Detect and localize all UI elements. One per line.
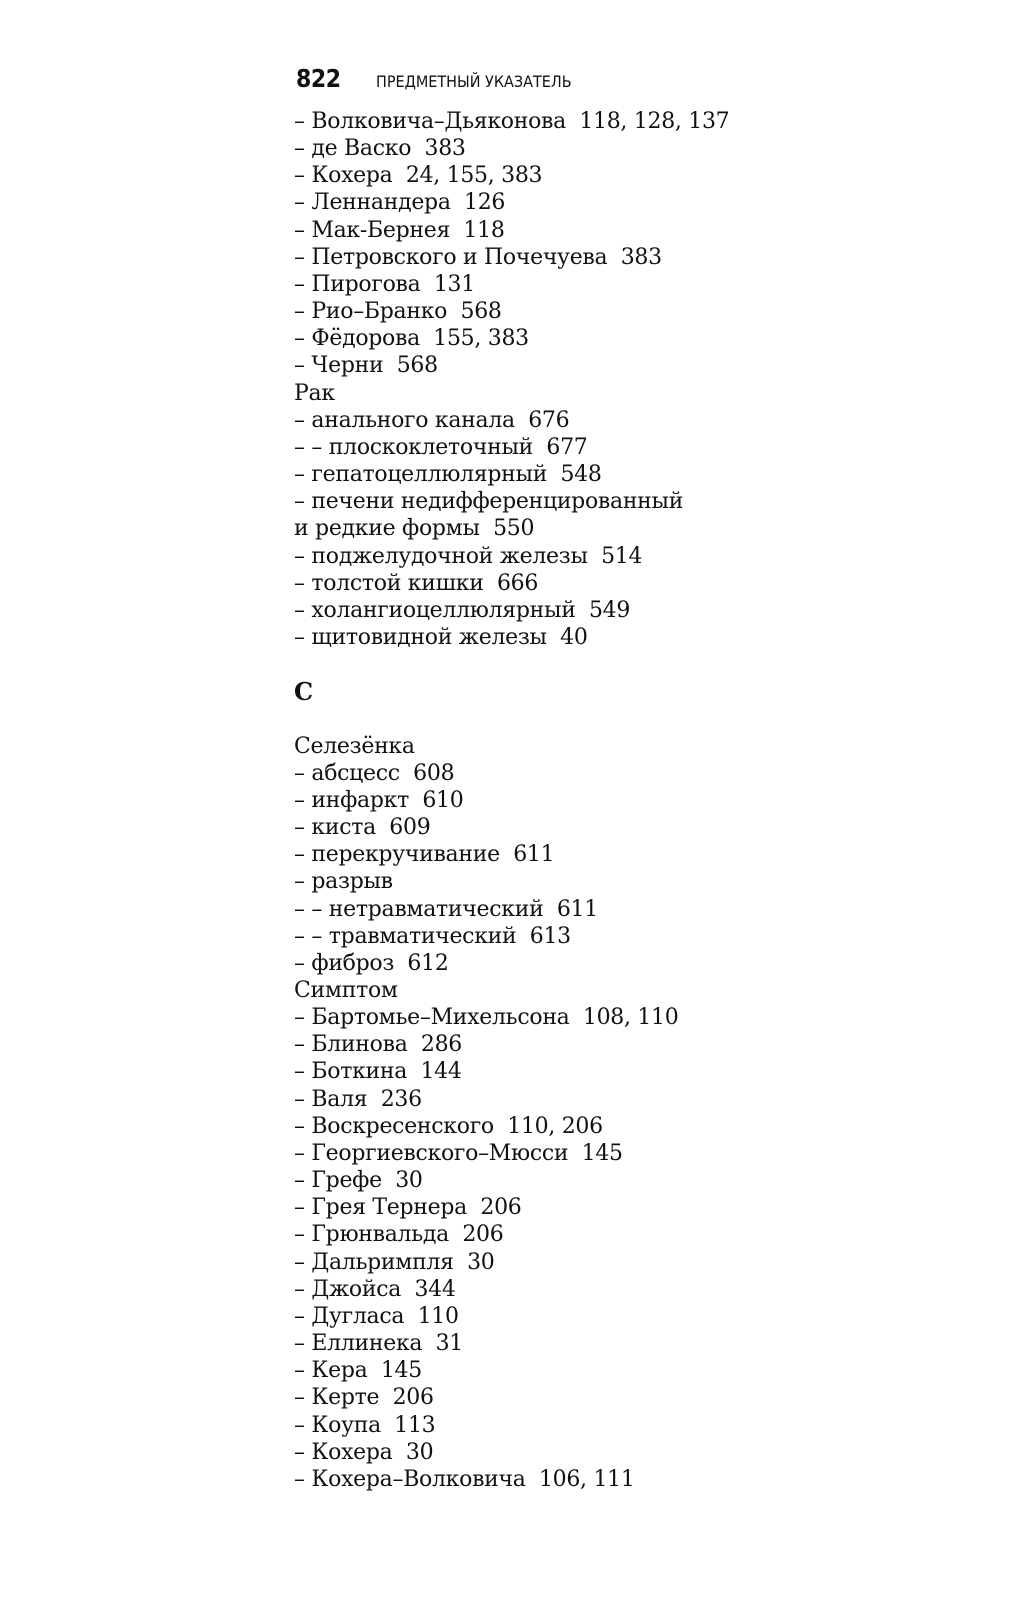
index-entry: – – плоскоклеточный 677: [294, 434, 588, 460]
index-entry: – Валя 236: [294, 1086, 422, 1112]
index-entry: – анального канала 676: [294, 407, 570, 433]
index-entry: – Кохера 30: [294, 1439, 434, 1465]
index-entry: – инфаркт 610: [294, 787, 464, 813]
index-entry: – Боткина 144: [294, 1059, 462, 1085]
section-letter: С: [294, 677, 314, 707]
index-entry: – – нетравматический 611: [294, 896, 598, 922]
index-entry: – Коупа 113: [294, 1412, 436, 1438]
index-entry: – толстой кишки 666: [294, 570, 539, 596]
index-entry: – де Васко 383: [294, 136, 466, 162]
index-entry: – поджелудочной железы 514: [294, 543, 643, 569]
index-entry: – Пирогова 131: [294, 271, 475, 297]
index-entry: – Волковича–Дьяконова 118, 128, 137: [294, 109, 730, 134]
page-number: 822: [296, 64, 341, 93]
index-entry: – Грефе 30: [294, 1168, 423, 1194]
index-entry: – Кохера 24, 155, 383: [294, 163, 543, 189]
index-entry: – Грея Тернера 206: [294, 1195, 522, 1221]
index-heading: Симптом: [294, 978, 398, 1003]
index-entry: – Дальримпля 30: [294, 1249, 495, 1275]
section-spacer: [294, 651, 729, 678]
index-entry: – щитовидной железы 40: [294, 624, 588, 650]
index-entry: – перекручивание 611: [294, 842, 555, 868]
index-list: [294, 108, 729, 1493]
index-heading: Селезёнка: [294, 733, 415, 759]
index-entry: – Леннандера 126: [294, 190, 506, 216]
index-entry: – Джойса 344: [294, 1276, 456, 1302]
index-entry: – абсцесс 608: [294, 760, 455, 786]
index-entry-continuation: и редкие формы 550: [294, 516, 535, 542]
index-entry: – Блинова 286: [294, 1032, 462, 1058]
running-head-title: ПРЕДМЕТНЫЙ УКАЗАТЕЛЬ: [376, 72, 572, 91]
index-entry: – печени недифференцированный: [294, 489, 684, 515]
index-entry: – Петровского и Почечуева 383: [294, 244, 662, 270]
index-entry: – Черни 568: [294, 353, 438, 379]
running-header: [296, 64, 593, 93]
index-entry: – Кера 145: [294, 1358, 422, 1384]
index-entry: – Дугласа 110: [294, 1303, 459, 1329]
index-entry: – гепатоцеллюлярный 548: [294, 462, 602, 488]
index-heading: Рак: [294, 380, 335, 406]
index-entry: – Еллинека 31: [294, 1331, 463, 1357]
index-entry: – Кохера–Волковича 106, 111: [294, 1466, 635, 1492]
index-entry: – Керте 206: [294, 1385, 434, 1411]
index-entry: – киста 609: [294, 815, 431, 841]
index-entry: – Рио–Бранко 568: [294, 299, 502, 325]
index-entry: – разрыв: [294, 869, 393, 895]
index-entry: – Грюнвальда 206: [294, 1222, 504, 1248]
section-spacer: [294, 705, 729, 732]
index-entry: – Мак-Бернея 118: [294, 217, 505, 243]
index-entry: – – травматический 613: [294, 923, 571, 949]
index-entry: – Фёдорова 155, 383: [294, 326, 529, 352]
index-entry: – Георгиевского–Мюсси 145: [294, 1140, 623, 1166]
index-entry: – Бартомье–Михельсона 108, 110: [294, 1005, 679, 1031]
index-entry: – Воскресенского 110, 206: [294, 1113, 603, 1139]
index-entry: – холангиоцеллюлярный 549: [294, 597, 631, 623]
index-entry: – фиброз 612: [294, 950, 449, 976]
